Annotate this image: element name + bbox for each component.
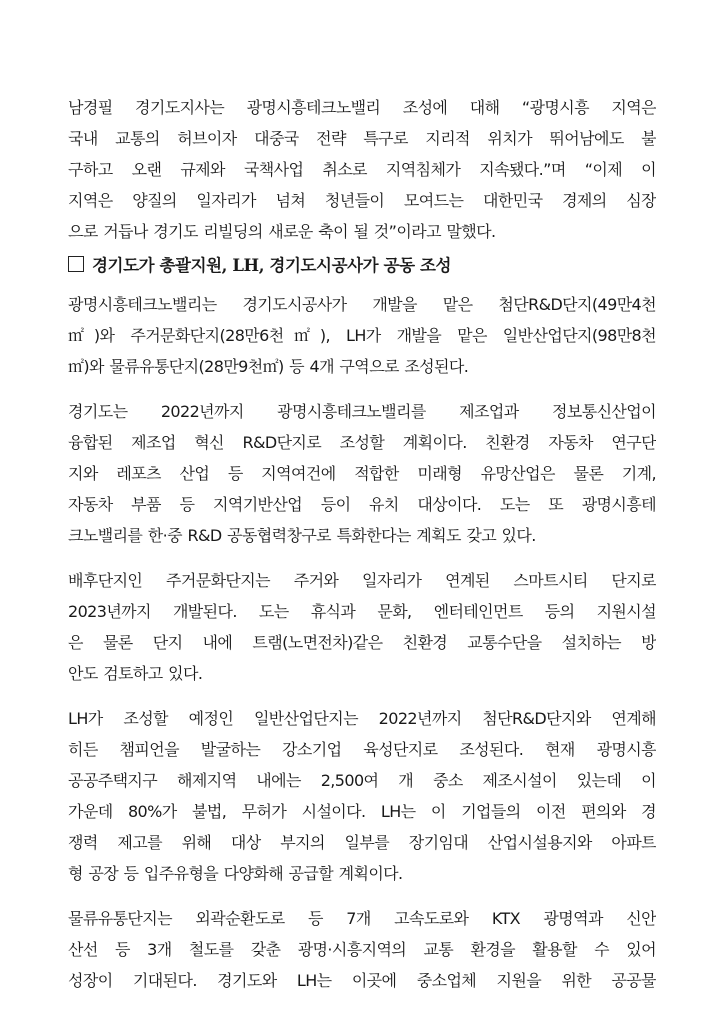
- text-line: 국내 교통의 허브이자 대중국 전략 특구로 지리적 위치가 뛰어남에도 불: [68, 129, 656, 148]
- text-line: 배후단지인 주거문화단지는 주거와 일자리가 연계된 스마트시티 단지로: [68, 571, 656, 590]
- text-line: 쟁력 제고를 위해 대상 부지의 일부를 장기임대 산업시설용지와 아파트: [68, 833, 656, 852]
- text-line: 자동차 부품 등 지역기반산업 등이 유치 대상이다. 도는 또 광명시흥테: [68, 495, 656, 514]
- text-line: 안도 검토하고 있다.: [68, 664, 203, 683]
- text-line: 2023년까지 개발된다. 도는 휴식과 문화, 엔터테인먼트 등의 지원시설: [68, 602, 656, 621]
- paragraph-district-overview: [68, 289, 656, 382]
- paragraph-residential-complex: [68, 565, 656, 689]
- text-line: 히든 챔피언을 발굴하는 강소기업 육성단지로 조성된다. 현재 광명시흥: [68, 740, 656, 759]
- text-line: 지역은 양질의 일자리가 넘쳐 청년들이 모여드는 대한민국 경제의 심장: [68, 191, 656, 210]
- text-line: 광명시흥테크노밸리는 경기도시공사가 개발을 맡은 첨단R&D단지(49만4천: [68, 295, 656, 314]
- document-body: [68, 92, 656, 996]
- checkbox-bullet-icon: [68, 256, 84, 272]
- text-line: 지와 레포츠 산업 등 지역여건에 적합한 미래형 유망산업은 물론 기계,: [68, 464, 656, 483]
- paragraph-governor-quote: [68, 92, 656, 247]
- paragraph-rnd-complex: [68, 396, 656, 551]
- text-line: 산선 등 3개 철도를 갖춘 광명·시흥지역의 교통 환경을 활용할 수 있어: [68, 940, 656, 959]
- text-line: ㎡)와 주거문화단지(28만6천㎡), LH가 개발을 맡은 일반산업단지(98만8천: [68, 326, 656, 345]
- text-line: 형 공장 등 입주유형을 다양화해 공급할 계획이다.: [68, 864, 403, 883]
- text-line: 으로 거듭나 경기도 리빌딩의 새로운 축이 될 것”이라고 말했다.: [68, 222, 496, 241]
- text-line: ㎡)와 물류유통단지(28만9천㎡) 등 4개 구역으로 조성된다.: [68, 357, 469, 376]
- text-line: 구하고 오랜 규제와 국책사업 취소로 지역침체가 지속됐다.”며 “이제 이: [68, 160, 656, 179]
- text-line: 가운데 80%가 불법, 무허가 시설이다. LH는 이 기업들의 이전 편의와 경: [68, 802, 656, 821]
- section-heading-text: 경기도가 총괄지원, LH, 경기도시공사가 공동 조성: [92, 256, 452, 275]
- text-line: 크노밸리를 한·중 R&D 공동협력창구로 특화한다는 계획도 갖고 있다.: [68, 526, 536, 545]
- text-line: 공공주택지구 해제지역 내에는 2,500여 개 중소 제조시설이 있는데 이: [68, 771, 656, 790]
- text-line: 융합된 제조업 혁신 R&D단지로 조성할 계획이다. 친환경 자동차 연구단: [68, 433, 656, 452]
- text-line: 물류유통단지는 외곽순환도로 등 7개 고속도로와 KTX 광명역과 신안: [68, 909, 656, 928]
- text-line: 성장이 기대된다. 경기도와 LH는 이곳에 중소업체 지원을 위한 공공물: [68, 971, 656, 990]
- paragraph-industrial-complex: [68, 703, 656, 889]
- text-line: 경기도는 2022년까지 광명시흥테크노밸리를 제조업과 정보통신산업이: [68, 402, 656, 421]
- paragraph-logistics-complex: [68, 903, 656, 996]
- text-line: LH가 조성할 예정인 일반산업단지는 2022년까지 첨단R&D단지와 연계해: [68, 709, 656, 728]
- section-heading: [68, 250, 656, 281]
- text-line: 남경필 경기도지사는 광명시흥테크노밸리 조성에 대해 “광명시흥 지역은: [68, 98, 656, 117]
- text-line: 은 물론 단지 내에 트램(노면전차)같은 친환경 교통수단을 설치하는 방: [68, 633, 656, 652]
